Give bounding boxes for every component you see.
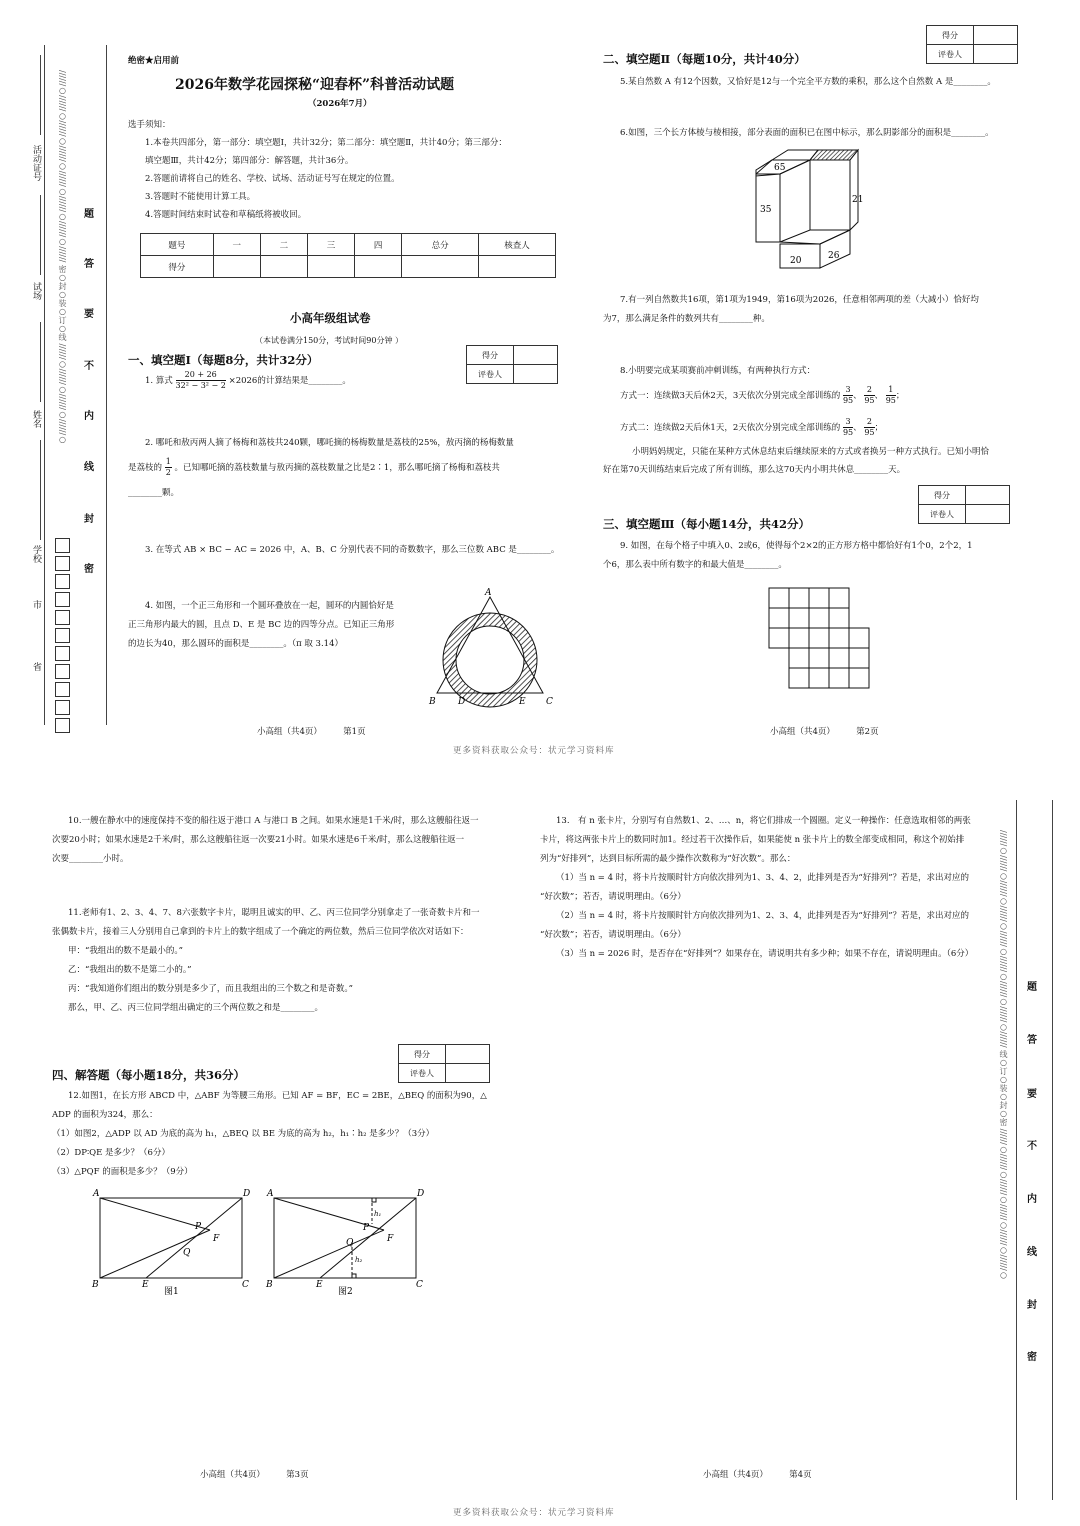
question-11-line-6: 那么，甲、乙、丙三位同学组出确定的三个两位数之和是________。: [68, 1003, 324, 1013]
question-10-line-3: 次要________小时。: [52, 854, 129, 864]
instruction-line: 填空题Ⅲ，共计42分；第四部分：解答题，共计36分。: [145, 156, 354, 166]
margin-line: [1052, 800, 1053, 1500]
point-label: D: [458, 697, 466, 707]
question-7-line-2: 为7，那么满足条件的数列共有________种。: [603, 314, 770, 324]
question-5: 5.某自然数 A 有12个因数，又恰好是12与一个完全平方数的乘积，那么这个自然数 A 是________。: [620, 77, 996, 87]
section-4-heading: 四、解答题（每小题18分，共36分）: [52, 1068, 246, 1082]
area-label: 26: [828, 251, 840, 261]
question-13-line-2: 卡片，将这两张卡片上的数同时加1。经过若干次操作后，如果能使 n 张卡片上的数全部变成相同，称这个初始排: [540, 835, 965, 845]
score-cell[interactable]: [402, 256, 479, 278]
question-9-line-2: 个6，那么表中所有数字的和最大值是________。: [603, 560, 787, 570]
grader-box: [466, 345, 558, 384]
question-10-line-2: 次要20小时；如果水速是2千米/时，那么这艘船往返一次要21小时。如果水速是6千米/时，那么这艘船往返一: [52, 835, 465, 845]
page-footer: 小高组（共4页） 第4页: [703, 1470, 812, 1480]
question-3: 3. 在等式 AB × BC − AC = 2026 中，A、B、C 分别代表不同的奇数数字，那么三位数 ABC 是________。: [145, 545, 560, 555]
question-12-part-1: （1）如图2，△ADP 以 AD 为底的高为 h₁，△BEQ 以 BE 为底的高为 h₂，h₁∶h₂ 是多少？（3分）: [52, 1129, 435, 1139]
score-cell[interactable]: [308, 256, 355, 278]
top-face: [772, 150, 818, 160]
table-header: 一: [213, 234, 260, 256]
seal-char: 要: [1027, 1089, 1037, 1100]
point-label: F: [387, 1234, 394, 1244]
question-8-line-4: 小明妈妈规定，只能在某种方式休息结束后继续原来的方式或者换另一种方式执行。已知小明恰: [632, 447, 990, 457]
point-label: E: [316, 1280, 323, 1290]
exam-date: （2026年7月）: [308, 99, 372, 109]
area-label: 65: [774, 163, 786, 173]
figure-caption: 图1: [164, 1287, 179, 1297]
score-cell[interactable]: [213, 256, 260, 278]
seal-char: 封: [1027, 1300, 1037, 1311]
section-2-heading: 二、填空题Ⅱ（每题10分，共计40分）: [603, 52, 806, 66]
instructions-heading: 选手须知：: [128, 120, 171, 130]
grader-box-grader-label: 评卷人: [467, 365, 514, 384]
question-12-line-2: ADP 的面积为324，那么：: [52, 1110, 158, 1120]
score-cell[interactable]: [260, 256, 307, 278]
seal-char: 题: [1027, 982, 1037, 993]
question-13-part-2: （2）当 n = 4 时，将卡片按顺时针方向依次排列为1、2、3、4，此排列是否为“好排列”？若是，求出对应的: [556, 911, 970, 921]
area-label: 21: [852, 195, 864, 205]
seal-char: 内: [84, 411, 94, 422]
watermark: 更多资料获取公众号：状元学习资料库: [453, 746, 615, 756]
seal-char: 线: [1027, 1247, 1037, 1258]
seal-char: 题: [84, 209, 94, 220]
question-12-line-1: 12.如图1，在长方形 ABCD 中，△ABF 为等腰三角形。已知 AF = BF，EC = 2BE，△BEQ 的面积为90，△: [68, 1091, 487, 1101]
triangle-ring-figure: [422, 585, 562, 710]
area-label: 35: [760, 205, 772, 215]
field-label-city: 市: [31, 600, 41, 609]
instruction-line: 4.答题时间结束时试卷和草稿纸将被收回。: [145, 210, 307, 220]
table-header: 核查人: [479, 234, 556, 256]
question-11-line-2: 张偶数卡片，接着三人分别用自己拿到的卡片上的数字组成了一个确定的两位数，然后三位同学依次对话如下：: [52, 927, 469, 937]
point-label: A: [267, 1189, 274, 1199]
question-1: 1. 算式 $\frac{20 + 26}{\text{32² − 3² − 2}}$ ×2026的计算结果是________。: [145, 370, 351, 390]
field-label-province: 省: [31, 662, 41, 671]
score-cell[interactable]: [479, 256, 556, 278]
margin-line: [1016, 800, 1017, 1500]
question-7-line-1: 7.有一列自然数共16项，第1项为1949，第16项为2026，任意相邻两项的差（大减小）恰好均: [620, 295, 979, 305]
score-cell[interactable]: [355, 256, 402, 278]
question-13-part-2-cont: “好次数”；若否，请说明理由。（6分）: [540, 930, 686, 940]
field-underline: [40, 322, 41, 402]
grader-box-grader-label: 评卷人: [927, 45, 974, 64]
instruction-line: 1.本卷共四部分，第一部分：填空题Ⅰ，共计32分；第二部分：填空题Ⅱ，共计40分；第三部分：: [145, 138, 507, 148]
grader-box: [918, 485, 1010, 524]
question-2-line-1: 2. 哪吒和敖丙两人摘了杨梅和荔枝共240颗，哪吒摘的杨梅数量是荔枝的25%，敖丙摘的杨梅数量: [145, 438, 514, 448]
table-header: 三: [308, 234, 355, 256]
grader-box-score-label: 得分: [399, 1045, 446, 1064]
bottom-top-face: [780, 230, 850, 244]
grader-box-grader-label: 评卷人: [399, 1064, 446, 1083]
point-label: B: [429, 697, 436, 707]
height-label: h₂: [355, 1256, 363, 1264]
question-13-part-3: （3）当 n = 2026 时，是否存在“好排列”？如果存在，请说明共有多少种；如果不存在，请说明理由。（6分）: [556, 949, 974, 959]
id-digit-boxes[interactable]: [55, 538, 70, 736]
seal-char: 密: [1027, 1352, 1037, 1363]
point-label: C: [416, 1280, 423, 1290]
group-title: 小高年级组试卷: [290, 311, 371, 325]
field-underline: [40, 195, 41, 275]
grader-box-grader-label: 评卷人: [919, 505, 966, 524]
table-header: 题号: [141, 234, 214, 256]
number-grid-figure: [768, 587, 870, 689]
inner-circle: [456, 626, 524, 694]
grader-box-grader[interactable]: [974, 45, 1018, 64]
watermark: 更多资料获取公众号：状元学习资料库: [453, 1508, 615, 1518]
cuboids-figure: [750, 146, 885, 276]
question-8-method-2: 方式二：连续做2天后休1天，2天依次分别完成全部训练的 $\frac{3}{95}$ 、 $\frac{2}{95}$ ；: [620, 417, 884, 437]
seal-char: 不: [1027, 1141, 1037, 1152]
grader-box-grader[interactable]: [446, 1064, 490, 1083]
question-10-line-1: 10.一艘在静水中的速度保持不变的船往返于港口 A 与港口 B 之间。如果水速是1千米/时，那么这艘船往返一: [68, 816, 479, 826]
point-label: E: [142, 1280, 149, 1290]
table-header: 二: [260, 234, 307, 256]
point-label: D: [417, 1189, 425, 1199]
point-label: B: [92, 1280, 99, 1290]
field-label-activity-id: 活动证号: [31, 145, 41, 181]
question-13-line-3: 列为“好排列”，达到目标所需的最少操作次数称为“好次数”。那么：: [540, 854, 796, 864]
seal-char: 要: [84, 309, 94, 320]
point-label: D: [243, 1189, 251, 1199]
question-4-line-1: 4. 如图，一个正三角形和一个圆环叠放在一起，圆环的内圆恰好是: [145, 601, 394, 611]
side-face: [850, 150, 858, 230]
point-label: Q: [183, 1248, 191, 1258]
seal-char: 不: [84, 361, 94, 372]
grader-box-score[interactable]: [966, 486, 1010, 505]
question-11-line-1: 11.老师有1、2、3、4、7、8六张数字卡片，聪明且诚实的甲、乙、丙三位同学分别拿走了一张奇数卡片和一: [68, 908, 480, 918]
point-label: A: [485, 588, 492, 598]
seal-dotted-line: //////○//////○//////○//////○//////○//////○//////○////// 密○封○装○订○线 //////○//////○//////○//////○: [58, 70, 67, 445]
page-footer: 小高组（共4页） 第2页: [770, 727, 879, 737]
margin-line: [44, 45, 45, 725]
point-label: P: [363, 1223, 370, 1233]
table-header: 总分: [402, 234, 479, 256]
front-face: [810, 160, 850, 230]
field-underline: [40, 440, 41, 540]
instruction-line: 3.答题时不能使用计算工具。: [145, 192, 256, 202]
group-subtitle: （本试卷满分150分，考试时间90分钟 ）: [255, 336, 403, 345]
seal-dotted-line: //////○//////○//////○//////○//////○//////○//////○//////○////// 线○订○装○封○密 //////○//////○//////○//////○//////○//////○: [999, 830, 1008, 1280]
point-label: Q: [346, 1238, 354, 1248]
question-9-line-1: 9. 如图，在每个格子中填入0、2或6，使得每个2×2的正方形方格中都恰好有1个0，2个2，1: [620, 541, 973, 551]
field-underline: [40, 55, 41, 135]
question-11-line-5: 丙：“我知道你们组出的数分别是多少了，而且我组出的三个数之和是奇数。”: [68, 984, 353, 994]
grader-box-grader[interactable]: [966, 505, 1010, 524]
point-label: E: [519, 697, 526, 707]
question-8-line-5: 好在第70天训练结束后完成了所有训练，那么这70天内小明共休息________天。: [603, 465, 906, 475]
bottom-side-face: [820, 230, 850, 268]
rectangle-figure-2: [262, 1186, 434, 1298]
question-4-line-3: 的边长为40，那么圆环的面积是________。（π 取 3.14）: [128, 639, 343, 649]
seal-char: 答: [84, 259, 94, 270]
grader-box-score[interactable]: [974, 26, 1018, 45]
point-label: F: [213, 1234, 220, 1244]
table-header: 四: [355, 234, 402, 256]
area-label: 20: [790, 256, 802, 266]
question-13-part-1-cont: “好次数”；若否，请说明理由。（6分）: [540, 892, 686, 902]
grader-box: [926, 25, 1018, 64]
figure-caption: 图2: [338, 1287, 353, 1297]
field-label-school: 学校: [31, 545, 41, 563]
table-row-label: 得分: [141, 256, 214, 278]
page-footer: 小高组（共4页） 第3页: [200, 1470, 309, 1480]
question-13-line-1: 13. 有 n 张卡片，分别写有自然数1、2、…、n，将它们排成一个圆圈。定义一种操作：任意选取相邻的两张: [556, 816, 971, 826]
section-1-heading: 一、填空题Ⅰ（每题8分，共计32分）: [128, 353, 319, 367]
question-8-line-1: 8.小明要完成某项赛前冲刺训练，有两种执行方式：: [620, 366, 816, 376]
point-label: P: [195, 1222, 202, 1232]
secret-label: 绝密★启用前: [128, 56, 180, 66]
page-footer: 小高组（共4页） 第1页: [257, 727, 366, 737]
grader-box-grader[interactable]: [514, 365, 558, 384]
score-summary-table: [140, 233, 556, 278]
point-label: A: [93, 1189, 100, 1199]
field-label-name: 姓名: [31, 410, 41, 428]
grader-box-score-label: 得分: [927, 26, 974, 45]
question-6: 6.如图，三个长方体棱与棱相接，部分表面的面积已在图中标示，那么阴影部分的面积是________。: [620, 128, 994, 138]
seal-char: 内: [1027, 1194, 1037, 1205]
question-11-line-4: 乙：“我组出的数不是第二小的。”: [68, 965, 192, 975]
point-label: C: [546, 697, 553, 707]
seal-char: 密: [84, 564, 94, 575]
seal-char: 封: [84, 514, 94, 525]
margin-line: [106, 45, 107, 725]
point-label: B: [266, 1280, 273, 1290]
question-11-line-3: 甲：“我组出的数不是最小的。”: [68, 946, 183, 956]
field-label-room: 试场: [31, 282, 41, 300]
seal-char: 线: [84, 462, 94, 473]
grader-box: [398, 1044, 490, 1083]
question-2-line-3: ________颗。: [128, 488, 180, 498]
question-8-method-1: 方式一：连续做3天后休2天，3天依次分别完成全部训练的 $\frac{3}{95}$ 、 $\frac{2}{95}$ 、 $\frac{1}{95}$ ；: [620, 385, 905, 405]
point-label: C: [242, 1280, 249, 1290]
question-13-part-1: （1）当 n = 4 时，将卡片按顺时针方向依次排列为1、3、4、2，此排列是否为“好排列”？若是，求出对应的: [556, 873, 970, 883]
height-label: h₁: [374, 1210, 382, 1218]
question-12-part-3: （3）△PQF 的面积是多少？（9分）: [52, 1167, 193, 1177]
question-2-line-2: 是荔枝的 $\frac{1}{2}$ 。已知哪吒摘的荔枝数量与敖丙摘的荔枝数量之比是2∶1，那么哪吒摘了杨梅和荔枝共: [128, 457, 500, 477]
question-12-part-2: （2）DP∶QE 是多少？（6分）: [52, 1148, 170, 1158]
grader-box-score-label: 得分: [467, 346, 514, 365]
grader-box-score[interactable]: [514, 346, 558, 365]
grader-box-score[interactable]: [446, 1045, 490, 1064]
section-3-heading: 三、填空题Ⅲ（每小题14分，共42分）: [603, 517, 811, 531]
exam-title: 2026年数学花园探秘“迎春杯”科普活动试题: [175, 77, 455, 93]
grader-box-score-label: 得分: [919, 486, 966, 505]
rectangle-figure-1: [88, 1186, 258, 1298]
seal-char: 答: [1027, 1035, 1037, 1046]
instruction-line: 2.答题前请将自己的姓名、学校、试场、活动证号写在规定的位置。: [145, 174, 400, 184]
question-4-line-2: 正三角形内最大的圆，且点 D、E 是 BC 边的四等分点。已知正三角形: [128, 620, 395, 630]
